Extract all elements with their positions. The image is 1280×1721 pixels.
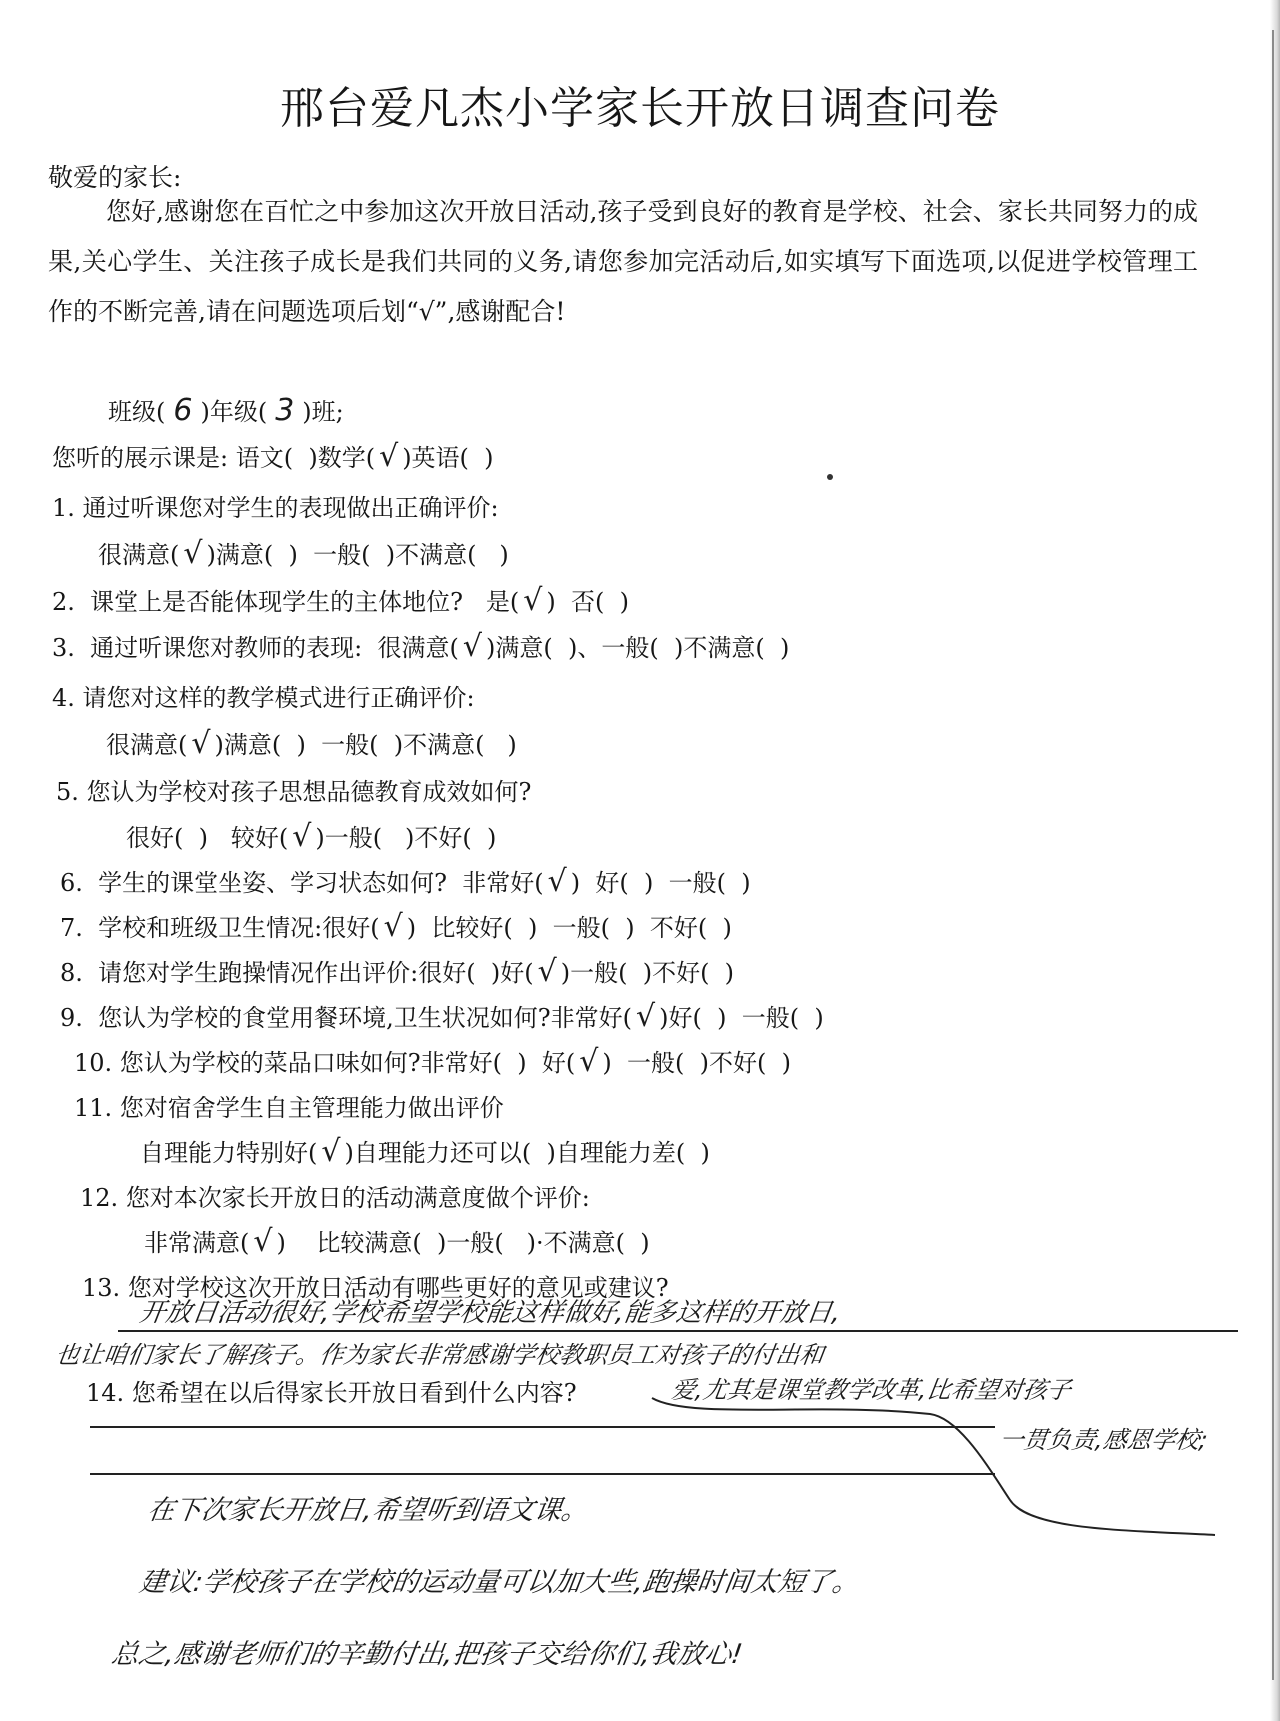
connector-curve: [652, 1398, 1215, 1535]
q12-options: 非常满意( √ ) 比较满意( )一般( )·不满意( ): [144, 1224, 650, 1259]
q4-options: 很满意( √ )满意( ) 一般( )不满意( ): [106, 726, 517, 761]
intro-paragraph: 您好,感谢您在百忙之中参加这次开放日活动,孩子受到良好的教育是学校、社会、家长共同努力的成果,关心学生、关注孩子成长是我们共同的义务,请您参加完活动后,如实填写下面选项,以促进学校管理工作的不断完善,请在问题选项后划“√”,感谢配合!: [48, 197, 1198, 326]
q10-check: √: [579, 1044, 599, 1079]
class-label-c: )班;: [302, 398, 344, 426]
demo-class-prompt: 您听的展示课是: 语文( )数学(: [52, 444, 376, 472]
grade-value: 6: [173, 393, 193, 428]
page-title: 邢台爱凡杰小学家长开放日调查问卷: [280, 83, 1000, 134]
q3-check: √: [462, 629, 482, 664]
q1-text: 1. 通过听课您对学生的表现做出正确评价:: [52, 494, 499, 522]
q9-row: 9. 您认为学校的食堂用餐环境,卫生状况如何?非常好( √ )好( ) 一般( ): [60, 999, 824, 1034]
q8-check: √: [537, 954, 557, 989]
q12-text: 12. 您对本次家长开放日的活动满意度做个评价:: [80, 1184, 590, 1212]
q14-answer-line4: 建议:学校孩子在学校的运动量可以加大些,跑操时间太短了。: [137, 1567, 862, 1598]
q14-text: 14. 您希望在以后得家长开放日看到什么内容?: [86, 1379, 577, 1407]
q2-row: 2. 课堂上是否能体现学生的主体地位? 是( √ ) 否( ): [52, 583, 630, 618]
q6-check: √: [547, 864, 567, 899]
q5-options: 很好( ) 较好( √ )一般( )不好( ): [126, 819, 497, 854]
q14-answer-right1: 爱,尤其是课堂教学改革,比希望对孩子: [669, 1376, 1073, 1404]
class-label-a: 班级(: [108, 398, 166, 426]
q5-check: √: [292, 819, 312, 854]
class-label-b: )年级(: [200, 398, 268, 426]
q1-check: √: [183, 536, 203, 571]
q9-check: √: [636, 999, 656, 1034]
q2-check: √: [523, 583, 543, 618]
greeting: 敬爱的家长:: [48, 163, 182, 192]
demo-class-check: √: [379, 439, 399, 474]
q7-check: √: [383, 909, 403, 944]
q14-answer-line3: 在下次家长开放日,希望听到语文课。: [145, 1495, 591, 1526]
q5-text: 5. 您认为学校对孩子思想品德教育成效如何?: [56, 778, 532, 806]
demo-class-rest: )英语( ): [402, 444, 494, 472]
q11-check: √: [321, 1134, 341, 1169]
q13-answer-line1: 开放日活动很好,学校希望学校能这样做好,能多这样的开放日,: [137, 1298, 843, 1328]
q11-text: 11. 您对宿舍学生自主管理能力做出评价: [74, 1094, 504, 1122]
q6-row: 6. 学生的课堂坐姿、学习状态如何? 非常好( √ ) 好( ) 一般( ): [60, 864, 751, 899]
q13-answer-line2: 也让咱们家长了解孩子。作为家长非常感谢学校教职员工对孩子的付出和: [53, 1341, 826, 1369]
q7-row: 7. 学校和班级卫生情况:很好( √ ) 比较好( ) 一般( ) 不好( ): [60, 909, 732, 944]
q14-answer-right2: 一贯负责,感恩学校;: [997, 1426, 1210, 1454]
q3-row: 3. 通过听课您对教师的表现: 很满意( √ )满意( )、一般( )不满意( ): [52, 629, 790, 664]
class-value: 3: [275, 393, 295, 428]
q14-answer-line5: 总之,感谢老师们的辛勤付出,把孩子交给你们,我放心!: [109, 1639, 745, 1670]
q1-options: 很满意( √ )满意( ) 一般( )不满意( ): [98, 536, 509, 571]
q4-check: √: [191, 726, 211, 761]
q13-text: 13. 您对学校这次开放日活动有哪些更好的意见或建议?: [82, 1274, 669, 1302]
q10-row: 10. 您认为学校的菜品口味如何?非常好( ) 好( √ ) 一般( )不好( ): [74, 1044, 791, 1079]
scan-dot: [827, 474, 833, 480]
q12-check: √: [253, 1224, 273, 1259]
q4-text: 4. 请您对这样的教学模式进行正确评价:: [52, 684, 475, 712]
q8-row: 8. 请您对学生跑操情况作出评价:很好( )好( √ )一般( )不好( ): [60, 954, 735, 989]
q11-options: 自理能力特别好( √ )自理能力还可以( )自理能力差( ): [140, 1134, 710, 1169]
